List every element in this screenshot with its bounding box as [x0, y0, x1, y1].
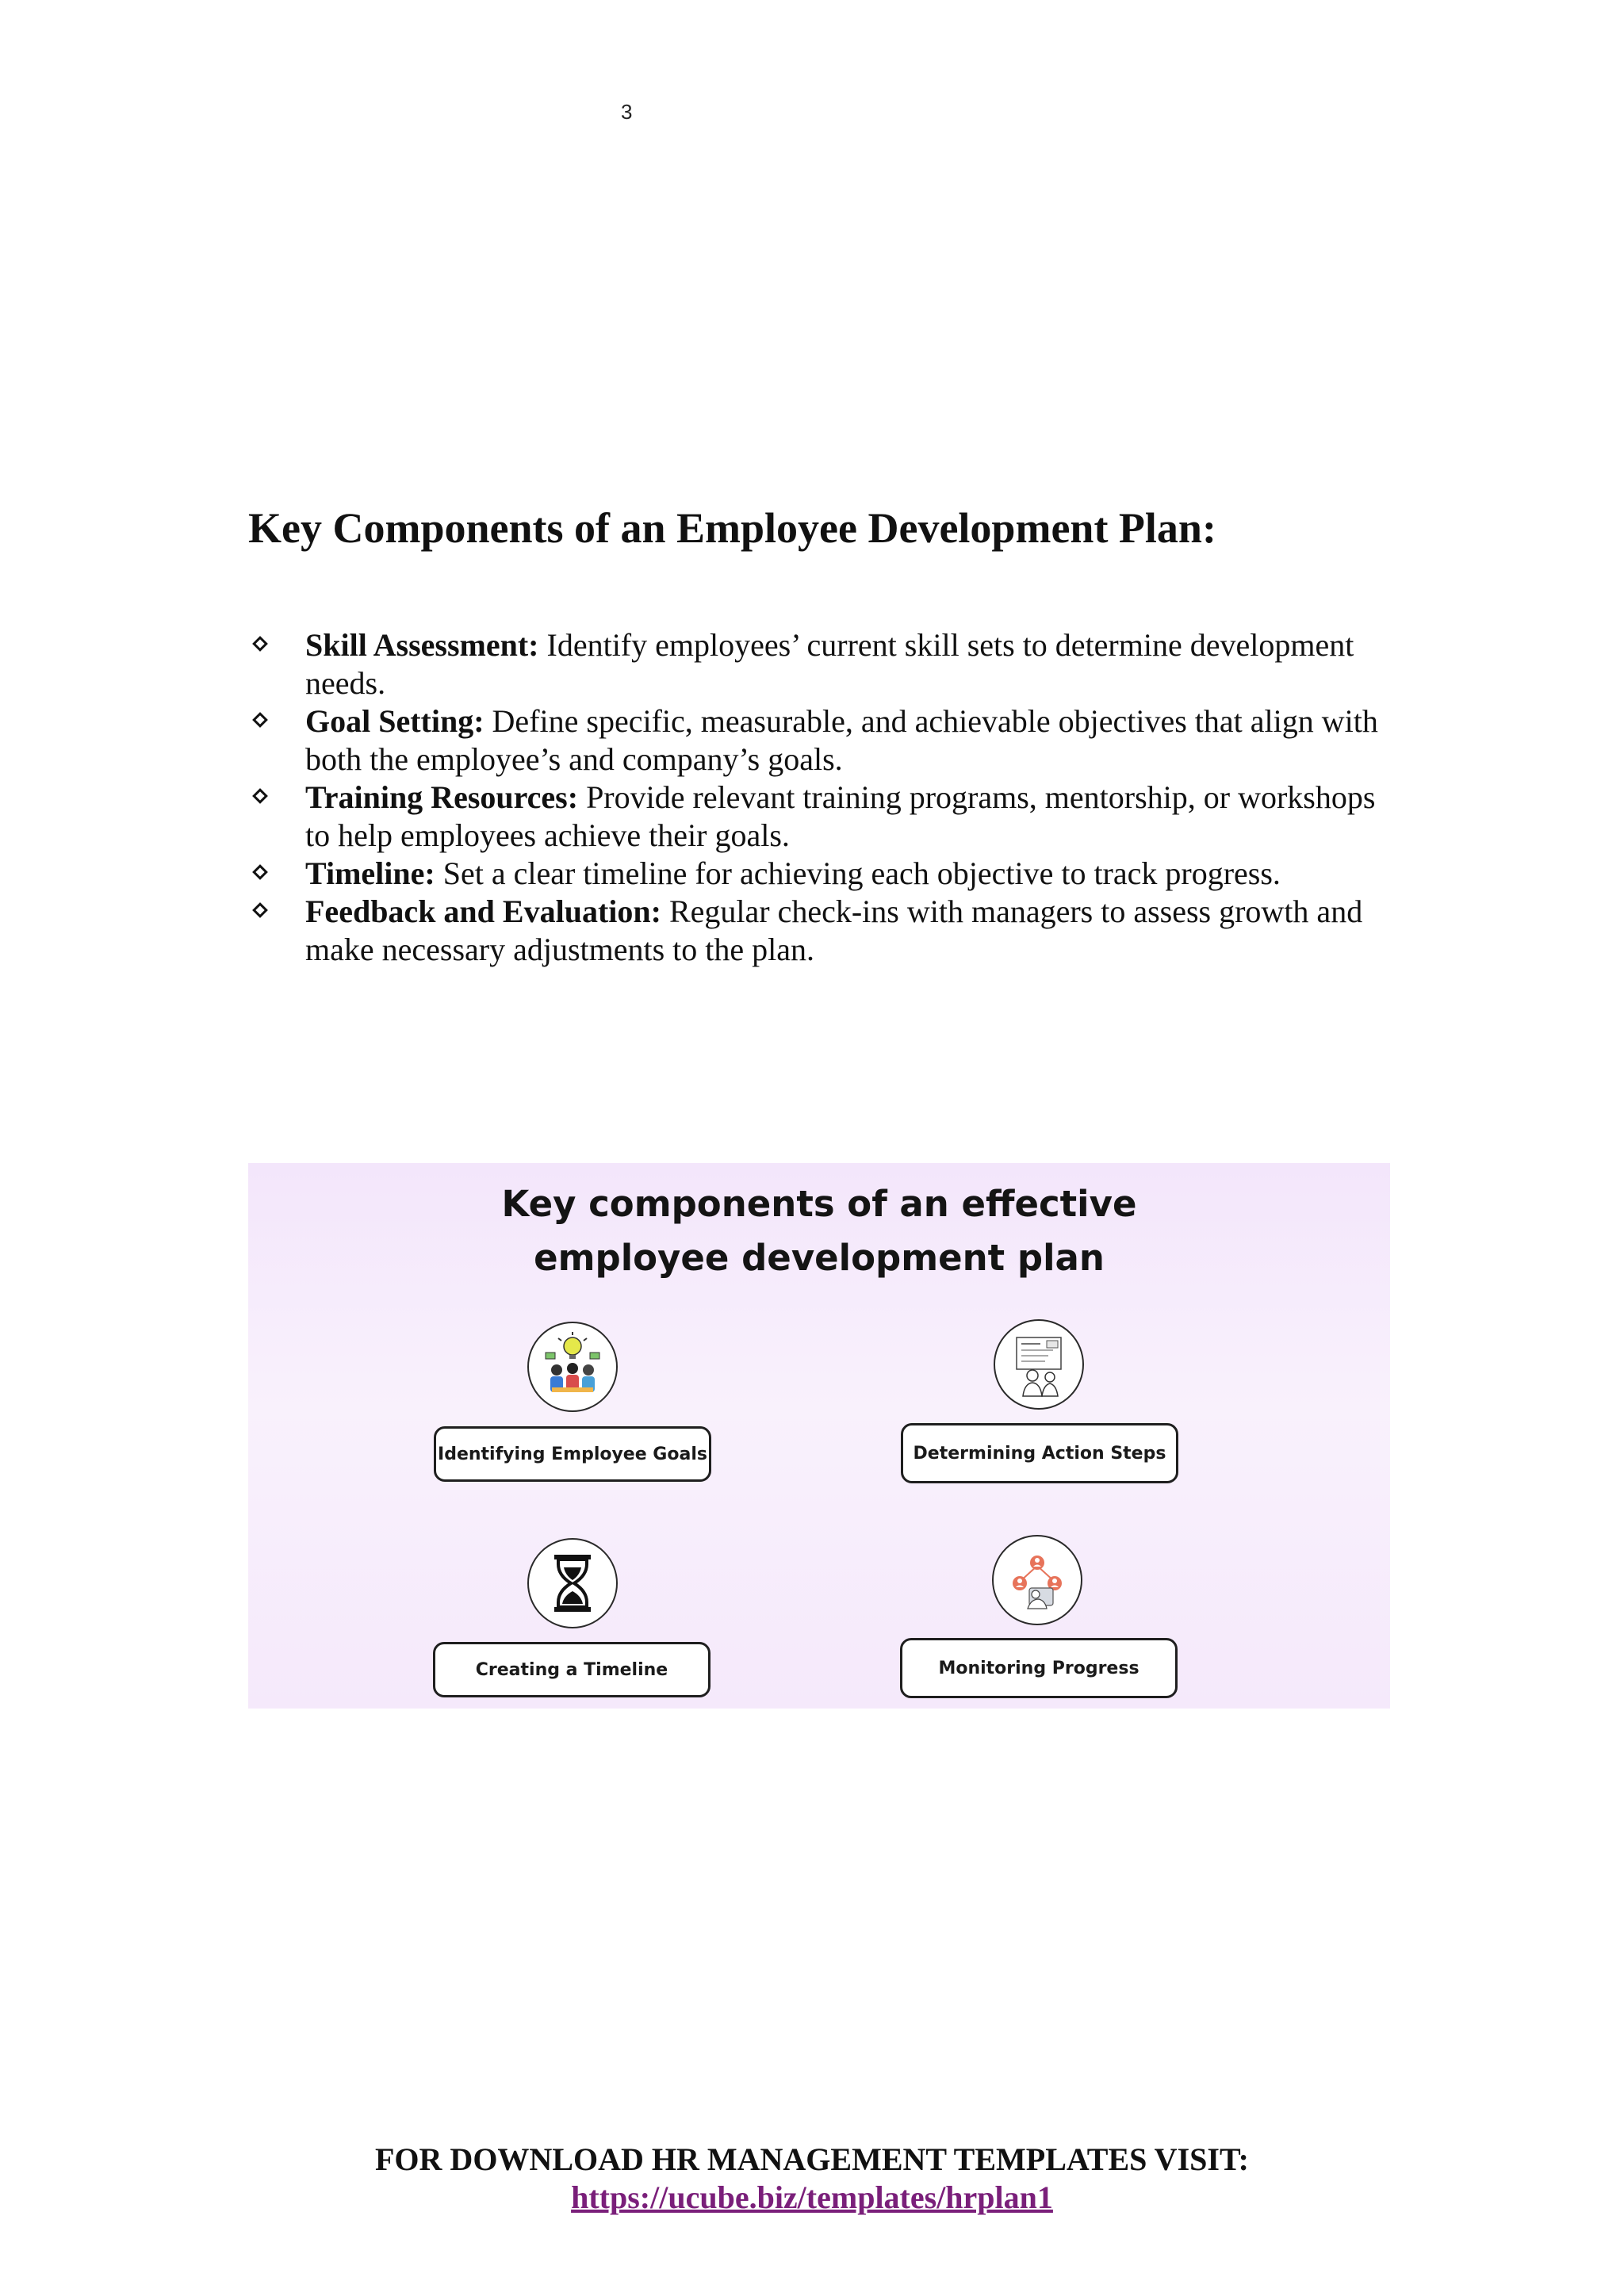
download-link[interactable]: https://ucube.biz/templates/hrplan1 [571, 2179, 1053, 2215]
component-card: Determining Action Steps [901, 1423, 1178, 1483]
item-term: Skill Assessment: [305, 627, 539, 663]
infographic-title [248, 1177, 1390, 1285]
component-card: Identifying Employee Goals [434, 1426, 711, 1482]
list-item [248, 855, 1390, 893]
component-card: Monitoring Progress [900, 1638, 1178, 1698]
infographic-title-line: employee development plan [534, 1237, 1105, 1279]
page-number: 3 [621, 100, 633, 124]
diamond-bullet-icon [252, 902, 268, 918]
list-item [248, 702, 1390, 779]
planning-board-icon [994, 1319, 1084, 1410]
list-item [248, 626, 1390, 702]
diamond-bullet-icon [252, 864, 268, 880]
hourglass-icon [527, 1538, 618, 1628]
item-text: Provide relevant training programs, mentorship, or workshops to help employees achieve their goals. [305, 779, 1376, 853]
component-card: Creating a Timeline [433, 1642, 710, 1697]
components-infographic [248, 1163, 1390, 1709]
list-item [248, 893, 1390, 969]
footer [0, 2141, 1624, 2217]
team-idea-icon [527, 1322, 618, 1412]
infographic-title-line: Key components of an effective [501, 1183, 1137, 1225]
item-text: Regular check-ins with managers to assess growth and make necessary adjustments to the plan. [305, 894, 1363, 967]
components-list [248, 626, 1390, 969]
item-term: Feedback and Evaluation: [305, 894, 661, 929]
item-text: Set a clear timeline for achieving each objective to track progress. [435, 855, 1281, 891]
footer-text: FOR DOWNLOAD HR MANAGEMENT TEMPLATES VISIT: [375, 2141, 1249, 2177]
item-term: Training Resources: [305, 779, 579, 815]
item-term: Timeline: [305, 855, 435, 891]
page-heading: Key Components of an Employee Development Plan: [248, 504, 1216, 552]
diamond-bullet-icon [252, 712, 268, 728]
diamond-bullet-icon [252, 788, 268, 804]
item-term: Goal Setting: [305, 703, 485, 739]
people-network-icon [992, 1535, 1082, 1625]
diamond-bullet-icon [252, 636, 268, 652]
list-item [248, 779, 1390, 855]
item-text: Define specific, measurable, and achievable objectives that align with both the employee’s and company’s goals. [305, 703, 1378, 777]
item-text: Identify employees’ current skill sets to determine development needs. [305, 627, 1354, 701]
